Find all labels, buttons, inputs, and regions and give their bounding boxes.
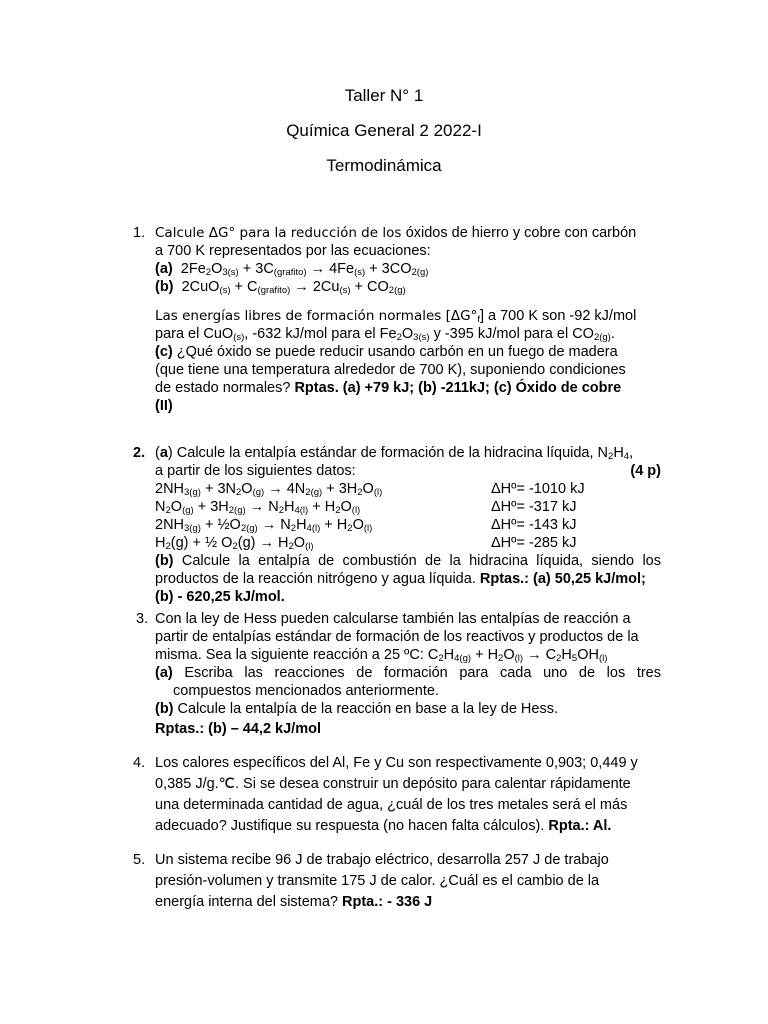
answer-4: adecuado? Justifique su respuesta (no hacen falta cálculos). Rpta.: Al. [155,818,612,834]
question-2b-2: productos de la reacción nitrógeno y agua líquida. Rptas.: (a) 50,25 kJ/mol; [155,571,646,587]
problem-1-data: Las energías libres de formación normales $[\Delta G^\circ_f]$ a 700 K son -92 kJ/mol [155,308,637,325]
course-title: Química General 2 2022-I [286,121,482,140]
problem-3-statement: Con la ley de Hess pueden calcularse también las entalpías de reacción a [155,611,631,627]
answer-1-cont: (II) [155,398,173,414]
reaction-3: $2NH_{3(g)}$ + $\frac{1}{2}O_{2(g)} \to N_2H_{4(l)} + H_2O_{(l)}$ ΔHº= -143 kJ [155,517,577,534]
problem-2-number: 2. [133,445,146,461]
reaction-4: $H_2(g)$ + ½ $O_2(g) \to H_2O_{(l)}$ ΔHº= -285 kJ [155,535,577,552]
problem-4-statement-3: una determinada cantidad de agua, ¿cuál de los tres metales será el más [155,797,628,813]
problem-5-statement: Un sistema recibe 96 J de trabajo eléctrico, desarrolla 257 J de trabajo [155,852,609,868]
question-c: (c) ¿Qué óxido se puede reducir usando carbón en un fuego de madera [155,344,618,360]
problem-1-number: 1. [133,225,146,241]
equation-a: (a) $2Fe_2O_{3(s)} + 3C_{(grafito)} \to 4Fe_{(s)} + 3CO_{2(g)}$ [155,261,429,278]
equation-b: (b) $2CuO_{(s)} + C_{(grafito)} \to 2Cu_{(s)} + CO_{2(g)}$ [155,279,406,296]
question-3a: (a) Escriba las reacciones de formación para cada uno de los tres [155,665,661,681]
problem-4-number: 4. [133,755,146,771]
question-c-2: (que tiene una temperatura alrededor de 700 K), suponiendo condiciones [155,362,626,378]
problem-5-number: 5. [133,852,146,868]
document-title: Taller N° 1 [344,86,424,105]
problem-4-statement: Los calores específicos del Al, Fe y Cu son respectivamente 0,903; 0,449 y [155,755,638,771]
answer-1: de estado normales? Rptas. (a) +79 kJ; (b) -211kJ; (c) Óxido de cobre [155,380,622,396]
reaction-1: $2NH_{3(g)} + 3N_2O_{(g)} \to 4N_{2(g)} + 3H_2O_{(l)}$ ΔHº= -1010 kJ [155,481,585,498]
problem-3-reaction: misma. Sea la siguiente reacción a 25 ºC: $C_2H_{4(g)} + H_2O_{(l)} \to C_2H_5OH_{(l)}$ [155,647,608,664]
problem-5-statement-2: presión-volumen y transmite 175 J de calor. ¿Cuál es el cambio de la [155,873,600,889]
problem-4-statement-2: 0,385 J/g.℃. Si se desea construir un depósito para calentar rápidamente [155,776,631,792]
problem-2-statement: (a) Calcule la entalpía estándar de formación de la hidracina líquida, $N_2H_4$, [155,445,634,462]
problem-1-data-2: para el CuO$_{(s)}$, -632 kJ/mol para el $Fe_2O_{3(s)}$ y -395 kJ/mol para el $CO_{2(g)}$. [155,326,615,343]
question-2b: (b) Calcule la entalpía de combustión de la hidracina líquida, siendo los [155,553,661,569]
problem-3-number: 3. [136,611,149,627]
problem-2-data-intro: a partir de los siguientes datos: (4 p) [155,463,661,479]
problem-1-statement-2: a 700 K representados por las ecuaciones: [155,243,431,259]
answer-3: Rptas.: (b) – 44,2 kJ/mol [155,721,321,737]
topic-title: Termodinámica [326,156,442,175]
problem-3-statement-2: partir de entalpías estándar de formación de los reactivos y productos de la [155,629,639,645]
question-3a-2: compuestos mencionados anteriormente. [173,683,439,699]
question-3b: (b) Calcule la entalpía de la reacción en base a la ley de Hess. [155,701,558,717]
answer-5: energía interna del sistema? Rpta.: - 336 J [155,894,433,910]
problem-1-statement: Calcule ΔG° para la reducción de los óxidos de hierro y cobre con carbón [155,225,637,241]
answer-2-cont: (b) - 620,25 kJ/mol. [155,589,285,605]
reaction-2: $N_2O_{(g)} + 3H_{2(g)} \to N_2H_{4(l)} + H_2O_{(l)}$ ΔHº= -317 kJ [155,499,577,516]
